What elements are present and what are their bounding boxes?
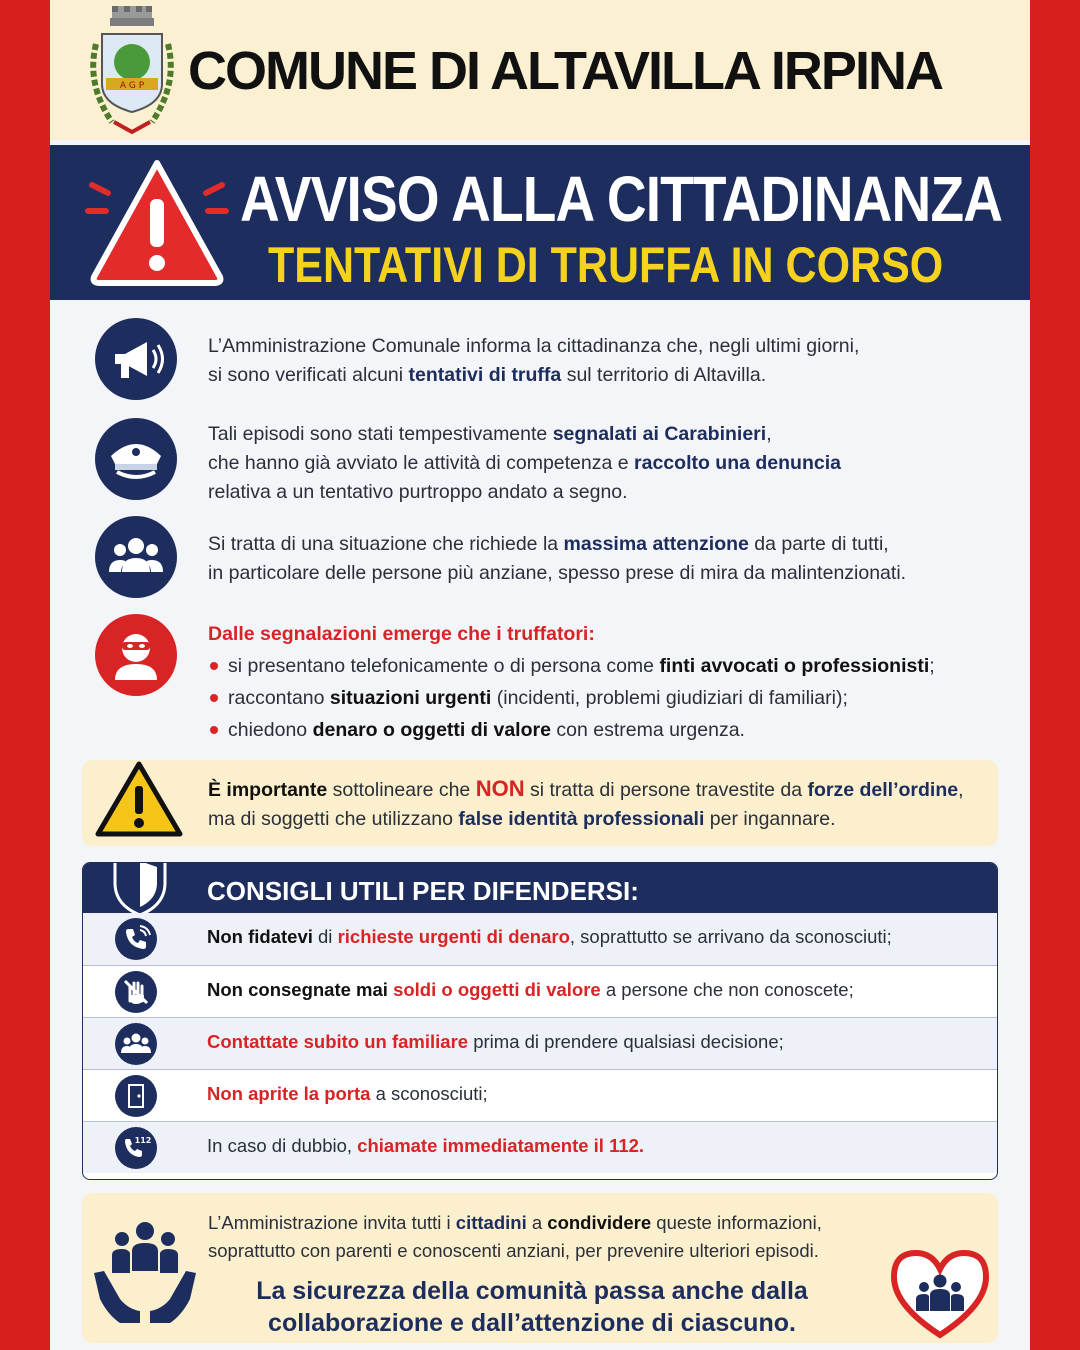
footer-box xyxy=(82,1193,998,1343)
highlight: chiamate immediatamente il 112. xyxy=(357,1135,645,1156)
tip-text xyxy=(207,1031,784,1053)
motto-line-2: collaborazione e dall’attenzione di ciascuno. xyxy=(268,1309,796,1337)
tip-text xyxy=(207,926,892,948)
text: È importante xyxy=(208,779,328,801)
text: In caso di dubbio, xyxy=(207,1135,358,1156)
highlight: forze dell’ordine xyxy=(807,779,959,801)
text: si sono verificati alcuni xyxy=(208,364,409,386)
highlight: denaro o oggetti di valore xyxy=(312,719,551,741)
highlight: finti avvocati o professionisti xyxy=(659,655,930,677)
tips-header xyxy=(83,863,998,913)
police-cap-icon xyxy=(95,418,177,500)
footer-text xyxy=(208,1209,928,1265)
poster xyxy=(50,0,1030,1350)
town-name: COMUNE DI ALTAVILLA IRPINA xyxy=(188,41,942,101)
text: di xyxy=(312,926,338,947)
text: , xyxy=(958,779,964,801)
text: ; xyxy=(929,655,935,677)
paragraph-2-line-3: relativa a un tentativo purtroppo andato a segno. xyxy=(208,481,628,503)
footer-line-2: soprattutto con parenti e conoscenti anziani, per prevenire ulteriori episodi. xyxy=(208,1240,819,1261)
highlight: segnalati ai Carabinieri xyxy=(552,423,767,445)
banner-title: AVVISO ALLA CITTADINANZA xyxy=(240,163,1003,235)
list-item xyxy=(208,714,1008,746)
footer-line-1 xyxy=(208,1209,928,1237)
text: con estrema urgenza. xyxy=(550,719,745,741)
highlight: Non aprite la porta xyxy=(207,1083,371,1104)
highlight: NON xyxy=(475,776,525,801)
paragraph-1-line-2 xyxy=(208,361,1008,390)
tip-row xyxy=(83,1017,998,1069)
family-icon xyxy=(115,1023,157,1065)
paragraph-4 xyxy=(208,618,1008,746)
scammer-heading: Dalle segnalazioni emerge che i truffatori: xyxy=(208,623,595,645)
important-notice xyxy=(82,760,998,846)
phone-icon xyxy=(115,918,157,960)
people-icon xyxy=(95,516,177,598)
svg-text:A G P: A G P xyxy=(119,81,145,91)
text: Non fidatevi xyxy=(207,926,313,947)
highlight: tentativi di truffa xyxy=(408,364,562,386)
text: per ingannare. xyxy=(704,808,836,830)
text: si tratta di persone travestite da xyxy=(524,779,808,801)
text: (incidenti, problemi giudiziari di familiari); xyxy=(491,687,848,709)
list-item xyxy=(208,650,1008,682)
megaphone-icon xyxy=(95,318,177,400)
paragraph-2-line-2 xyxy=(208,449,1008,478)
masked-thief-icon xyxy=(95,614,177,696)
tip-row xyxy=(83,965,998,1017)
motto-line-1: La sicurezza della comunità passa anche dalla xyxy=(256,1277,808,1305)
paragraph-3-line-2: in particolare delle persone più anziane, spesso prese di mira da malintenzionati. xyxy=(208,562,907,584)
highlight: massima attenzione xyxy=(563,533,749,555)
text: , xyxy=(766,423,772,445)
door-icon xyxy=(115,1075,157,1117)
tip-row xyxy=(83,913,998,965)
motto xyxy=(232,1275,832,1339)
tip-row xyxy=(83,1121,998,1173)
tips-box xyxy=(82,862,998,1180)
svg-text:112: 112 xyxy=(134,1136,152,1145)
highlight: cittadini xyxy=(455,1212,527,1233)
text: da parte di tutti, xyxy=(748,533,889,555)
notice-line-2 xyxy=(208,805,988,834)
text: Si tratta di una situazione che richiede la xyxy=(208,533,564,555)
text: sul territorio di Altavilla. xyxy=(561,364,767,386)
text: , soprattutto se arrivano da sconosciuti; xyxy=(569,926,892,947)
paragraph-2-line-1 xyxy=(208,420,1008,449)
highlight: Contattate subito un familiare xyxy=(207,1031,469,1052)
phone-112-icon xyxy=(115,1127,157,1169)
text: si presentano telefonicamente o di persona come xyxy=(228,655,660,677)
highlight: condividere xyxy=(547,1212,652,1233)
town-crest-icon xyxy=(82,4,182,138)
text: a xyxy=(526,1212,548,1233)
paragraph-3-line-1 xyxy=(208,530,1008,559)
text: queste informazioni, xyxy=(651,1212,822,1233)
text: sottolineare che xyxy=(327,779,476,801)
stop-hand-icon xyxy=(115,971,157,1013)
tip-row xyxy=(83,1069,998,1121)
text: a sconosciuti; xyxy=(370,1083,488,1104)
paragraph-3 xyxy=(208,530,1008,588)
text: chiedono xyxy=(228,719,313,741)
highlight: richieste urgenti di denaro xyxy=(337,926,570,947)
notice-line-1 xyxy=(208,774,988,805)
text: Non consegnate mai xyxy=(207,979,388,1000)
tip-text xyxy=(207,1135,644,1157)
paragraph-1-line-1: L’Amministrazione Comunale informa la cittadinanza che, negli ultimi giorni, xyxy=(208,335,860,357)
warning-icon xyxy=(82,155,232,290)
tip-text xyxy=(207,1083,488,1105)
alert-banner xyxy=(50,145,1030,300)
heart-community-icon xyxy=(888,1245,992,1341)
masthead xyxy=(50,0,1030,140)
notice-text xyxy=(208,774,988,834)
list-item xyxy=(208,682,1008,714)
helping-hands-icon xyxy=(90,1215,200,1327)
tip-text xyxy=(207,979,854,1001)
text: ma di soggetti che utilizzano xyxy=(208,808,459,830)
text: raccontano xyxy=(228,687,330,709)
highlight: soldi o oggetti di valore xyxy=(393,979,601,1000)
shield-icon xyxy=(111,862,169,917)
text: a persone che non conoscete; xyxy=(600,979,854,1000)
tips-title: CONSIGLI UTILI PER DIFENDERSI: xyxy=(207,876,639,906)
highlight: situazioni urgenti xyxy=(329,687,492,709)
banner-subtitle: TENTATIVI DI TRUFFA IN CORSO xyxy=(268,237,944,293)
text: Tali episodi sono stati tempestivamente xyxy=(208,423,553,445)
highlight: false identità professionali xyxy=(458,808,705,830)
paragraph-1 xyxy=(208,332,1008,390)
warning-icon xyxy=(94,760,184,840)
highlight: raccolto una denuncia xyxy=(634,452,841,474)
text: che hanno già avviato le attività di competenza e xyxy=(208,452,635,474)
text: prima di prendere qualsiasi decisione; xyxy=(468,1031,784,1052)
paragraph-2 xyxy=(208,420,1008,507)
text: L’Amministrazione invita tutti i xyxy=(208,1212,456,1233)
